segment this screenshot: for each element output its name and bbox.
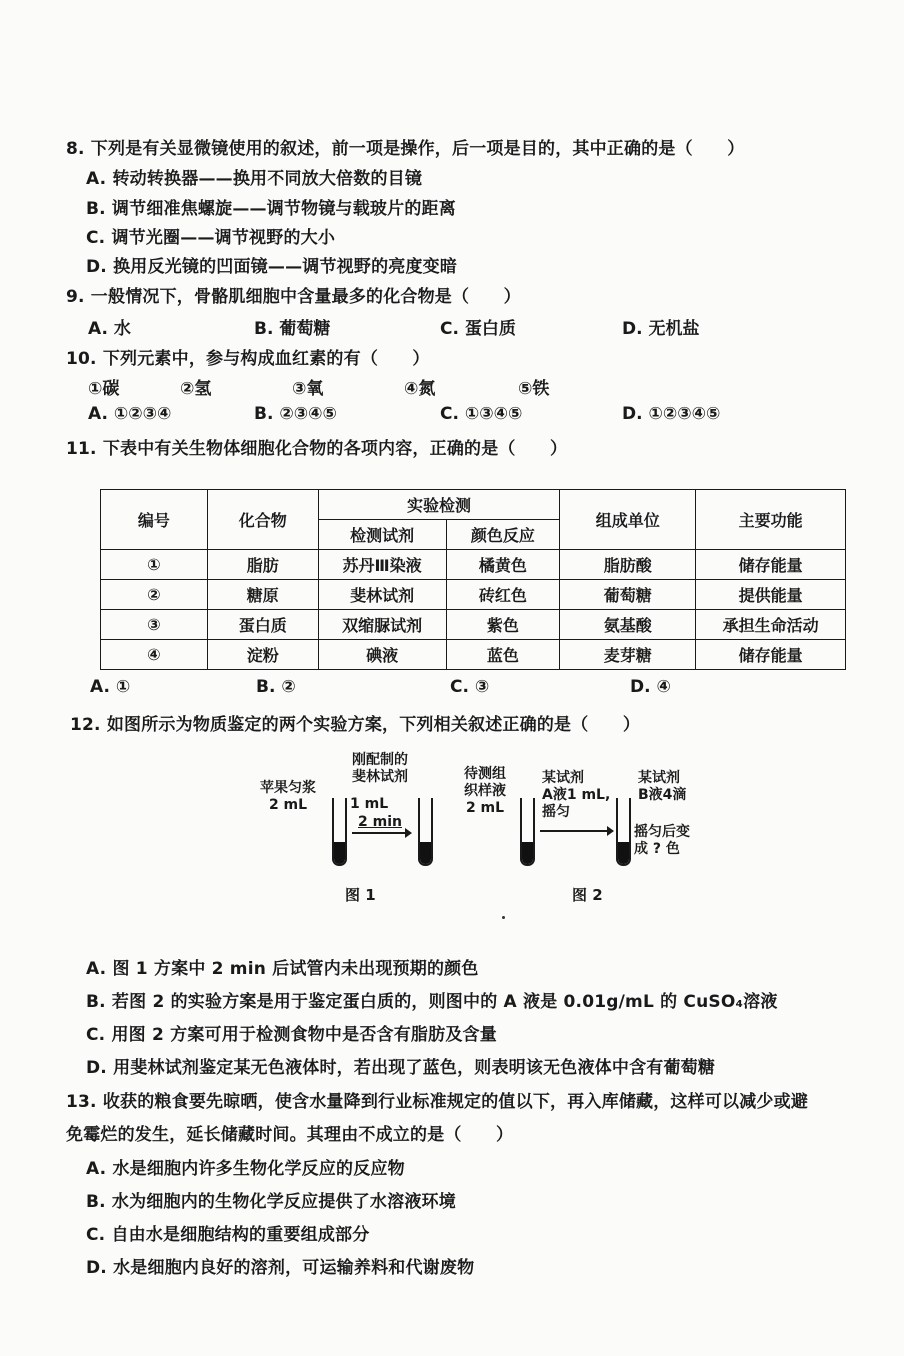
experiment-figure [250, 750, 710, 910]
cell-function: 储存能量 [696, 550, 846, 580]
cell-function: 储存能量 [696, 640, 846, 670]
q10-element-5: ⑤铁 [518, 379, 550, 399]
cell-reagent: 碘液 [318, 640, 446, 670]
cell-color: 橘黄色 [446, 550, 560, 580]
fig1-time: 2 min [358, 814, 402, 830]
cell-id: ② [101, 580, 208, 610]
header-experiment: 实验检测 [318, 490, 560, 520]
header-unit: 组成单位 [560, 490, 696, 550]
q12-option-a: A. 图 1 方案中 2 min 后试管内未出现预期的颜色 [86, 959, 479, 979]
table-row [101, 550, 846, 580]
q10-element-1: ①碳 [88, 379, 120, 399]
q8-option-a: A. 转动转换器——换用不同放大倍数的目镜 [86, 169, 423, 189]
q10-option-b: B. ②③④⑤ [254, 404, 337, 424]
q9-stem: 9. 一般情况下，骨骼肌细胞中含量最多的化合物是（ ） [66, 287, 521, 307]
cell-id: ① [101, 550, 208, 580]
q10-option-c: C. ①③④⑤ [440, 404, 523, 424]
q8-option-d: D. 换用反光镜的凹面镜——调节视野的亮度变暗 [86, 257, 458, 277]
q13-option-b: B. 水为细胞内的生物化学反应提供了水溶液环境 [86, 1192, 456, 1212]
fig1-sample-label: 苹果匀浆 2 mL [260, 780, 316, 813]
cell-reagent: 苏丹Ⅲ染液 [318, 550, 446, 580]
table-row [101, 640, 846, 670]
q10-option-d: D. ①②③④⑤ [622, 404, 721, 424]
cell-function: 承担生命活动 [696, 610, 846, 640]
q13-option-c: C. 自由水是细胞结构的重要组成部分 [86, 1225, 370, 1245]
cell-compound: 糖原 [207, 580, 318, 610]
fig1-reagent-label: 刚配制的 斐林试剂 [352, 752, 408, 785]
q10-options [88, 404, 904, 426]
fig2-reagent-a-label: 某试剂 A液1 mL, 摇匀 [542, 770, 611, 820]
cell-color: 砖红色 [446, 580, 560, 610]
q8-option-c: C. 调节光圈——调节视野的大小 [86, 228, 336, 248]
q10-option-a: A. ①②③④ [88, 404, 172, 424]
header-compound: 化合物 [207, 490, 318, 550]
cell-reagent: 双缩脲试剂 [318, 610, 446, 640]
cell-compound: 淀粉 [207, 640, 318, 670]
q9-option-c: C. 蛋白质 [440, 319, 516, 339]
fig2-sample-label: 待测组 织样液 2 mL [464, 766, 506, 816]
q10-stem: 10. 下列元素中，参与构成血红素的有（ ） [66, 349, 430, 369]
compound-table [100, 489, 846, 670]
fig1-arrow [352, 832, 410, 834]
cell-unit: 麦芽糖 [560, 640, 696, 670]
q11-option-b: B. ② [256, 677, 296, 697]
figure-2-caption: 图 2 [572, 886, 603, 904]
q12-option-c: C. 用图 2 方案可用于检测食物中是否含有脂肪及含量 [86, 1025, 497, 1045]
table-row [101, 580, 846, 610]
cell-compound: 脂肪 [207, 550, 318, 580]
cell-compound: 蛋白质 [207, 610, 318, 640]
cell-unit: 脂肪酸 [560, 550, 696, 580]
q10-elements [88, 374, 904, 399]
q13-option-d: D. 水是细胞内良好的溶剂，可运输养料和代谢废物 [86, 1258, 475, 1278]
cell-id: ④ [101, 640, 208, 670]
cell-color: 紫色 [446, 610, 560, 640]
q8-stem: 8. 下列是有关显微镜使用的叙述，前一项是操作，后一项是目的，其中正确的是（ ） [66, 139, 745, 159]
header-function: 主要功能 [696, 490, 846, 550]
fig1-tube-after [418, 798, 433, 866]
q11-option-c: C. ③ [450, 677, 490, 697]
q9-option-d: D. 无机盐 [622, 319, 700, 339]
cell-id: ③ [101, 610, 208, 640]
cell-function: 提供能量 [696, 580, 846, 610]
q13-stem-line2: 免霉烂的发生，延长储藏时间。其理由不成立的是（ ） [66, 1125, 514, 1145]
q13-stem-line1: 13. 收获的粮食要先晾晒，使含水量降到行业标准规定的值以下，再入库储藏，这样可以减少或避 [66, 1092, 809, 1112]
stray-mark [502, 916, 505, 919]
q11-options [90, 677, 904, 699]
q10-element-4: ④氮 [404, 379, 436, 399]
q12-option-b: B. 若图 2 的实验方案是用于鉴定蛋白质的，则图中的 A 液是 0.01g/mL 的 CuSO₄溶液 [86, 992, 778, 1012]
table-row [101, 610, 846, 640]
q11-stem: 11. 下表中有关生物体细胞化合物的各项内容，正确的是（ ） [66, 439, 568, 459]
fig2-result-label: 摇匀后变 成 ? 色 [634, 824, 690, 857]
q9-option-b: B. 葡萄糖 [254, 319, 331, 339]
fig2-tube-before [520, 798, 535, 866]
cell-color: 蓝色 [446, 640, 560, 670]
q9-options [88, 314, 904, 339]
q11-option-a: A. ① [90, 677, 131, 697]
q9-option-a: A. 水 [88, 319, 131, 339]
fig1-tube-before [332, 798, 347, 866]
header-id: 编号 [101, 490, 208, 550]
q12-stem: 12. 如图所示为物质鉴定的两个实验方案，下列相关叙述正确的是（ ） [70, 715, 641, 735]
header-reagent: 检测试剂 [318, 520, 446, 550]
fig1-volume: 1 mL [350, 796, 389, 812]
q11-option-d: D. ④ [630, 677, 671, 697]
q10-element-2: ②氢 [180, 379, 212, 399]
figure-1-caption: 图 1 [345, 886, 376, 904]
cell-unit: 葡萄糖 [560, 580, 696, 610]
fig2-reagent-b-label: 某试剂 B液4滴 [638, 770, 687, 803]
header-color: 颜色反应 [446, 520, 560, 550]
q8-option-b: B. 调节细准焦螺旋——调节物镜与载玻片的距离 [86, 199, 456, 219]
fig2-arrow [540, 830, 612, 832]
q13-option-a: A. 水是细胞内许多生物化学反应的反应物 [86, 1159, 405, 1179]
q12-option-d: D. 用斐林试剂鉴定某无色液体时，若出现了蓝色，则表明该无色液体中含有葡萄糖 [86, 1058, 716, 1078]
fig2-tube-after [616, 798, 631, 866]
cell-unit: 氨基酸 [560, 610, 696, 640]
cell-reagent: 斐林试剂 [318, 580, 446, 610]
q10-element-3: ③氧 [292, 379, 324, 399]
